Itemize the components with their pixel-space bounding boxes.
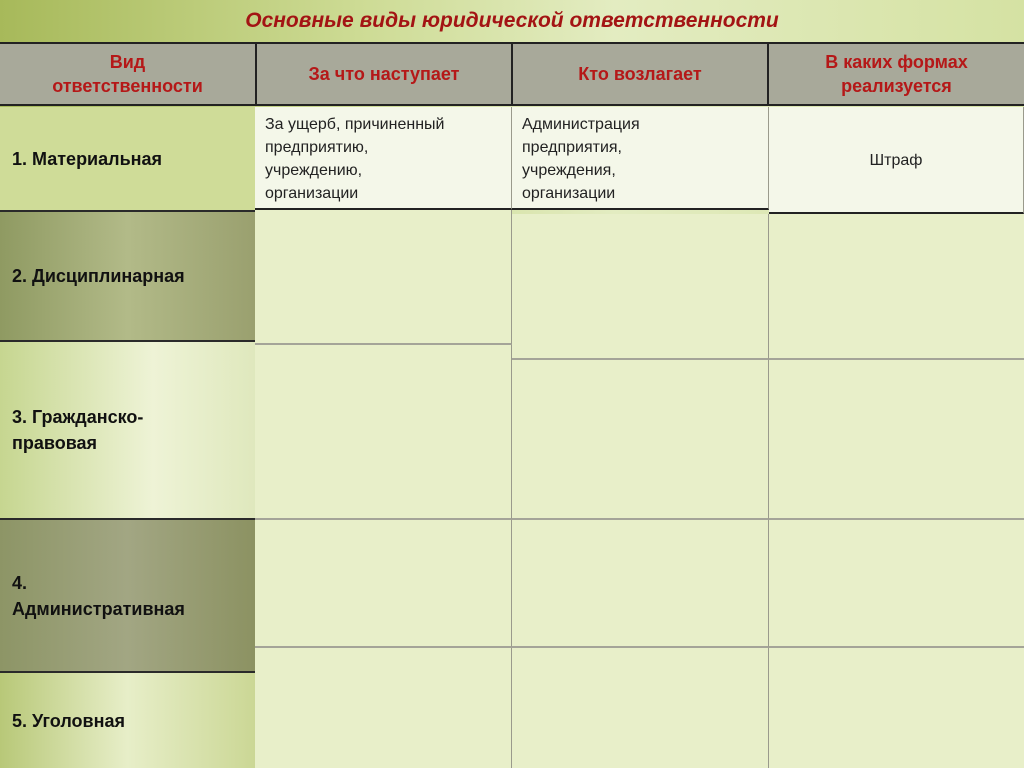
- table-cell: [255, 210, 512, 345]
- cell-text: [255, 345, 511, 357]
- row-label: [0, 212, 255, 342]
- header-label: Вид ответственности: [52, 52, 203, 96]
- table-cell: [512, 520, 769, 648]
- cell-text: Штраф: [869, 152, 923, 169]
- cell-text: [769, 360, 1024, 372]
- cell-text: [769, 520, 1024, 532]
- row-label-text: 4. Административная: [12, 572, 185, 619]
- row-label: [0, 107, 255, 212]
- header-label: Кто возлагает: [578, 64, 702, 84]
- table-cell: [255, 345, 512, 520]
- header-cell-for-what: [257, 42, 513, 106]
- table-cell: [512, 360, 769, 520]
- row-label-text: 2. Дисциплинарная: [12, 266, 185, 286]
- table-cell: [255, 107, 512, 210]
- row-label-text: 5. Уголовная: [12, 710, 125, 731]
- table-cell: [769, 520, 1024, 648]
- page-title: Основные виды юридической ответственности: [245, 9, 779, 32]
- header-cell-forms: [769, 42, 1024, 106]
- cell-text: За ущерб, причиненный предприятию, учреждению, организации: [265, 116, 445, 202]
- table-cell: [769, 107, 1024, 214]
- table-cell: [512, 214, 769, 360]
- table-cell: [255, 648, 512, 768]
- cell-text: [255, 520, 511, 532]
- header-label: В каких формах реализуется: [825, 52, 968, 96]
- cell-text: Администрация предприятия, учреждения, организации: [522, 116, 640, 202]
- row-label-text: 3. Гражданско- правовая: [12, 407, 144, 453]
- header-label: За что наступает: [308, 64, 460, 84]
- row-label: [0, 673, 255, 768]
- table-cell: [769, 360, 1024, 520]
- row-label-text: 1. Материальная: [12, 148, 163, 169]
- cell-text: [769, 648, 1024, 660]
- row-label: [0, 520, 255, 673]
- cell-text: [769, 214, 1024, 226]
- table-cell: [255, 520, 512, 648]
- cell-text: [512, 648, 768, 660]
- table-cell: [512, 107, 769, 210]
- table-cell: [769, 648, 1024, 768]
- header-cell-type: [0, 42, 257, 106]
- cell-text: [512, 214, 768, 226]
- row-label: [0, 342, 255, 520]
- table-cell: [769, 214, 1024, 360]
- cell-text: [512, 520, 768, 532]
- table-cell: [512, 648, 769, 768]
- cell-text: [255, 648, 511, 660]
- cell-text: [255, 210, 511, 222]
- cell-text: [512, 360, 768, 372]
- header-cell-who: [513, 42, 769, 106]
